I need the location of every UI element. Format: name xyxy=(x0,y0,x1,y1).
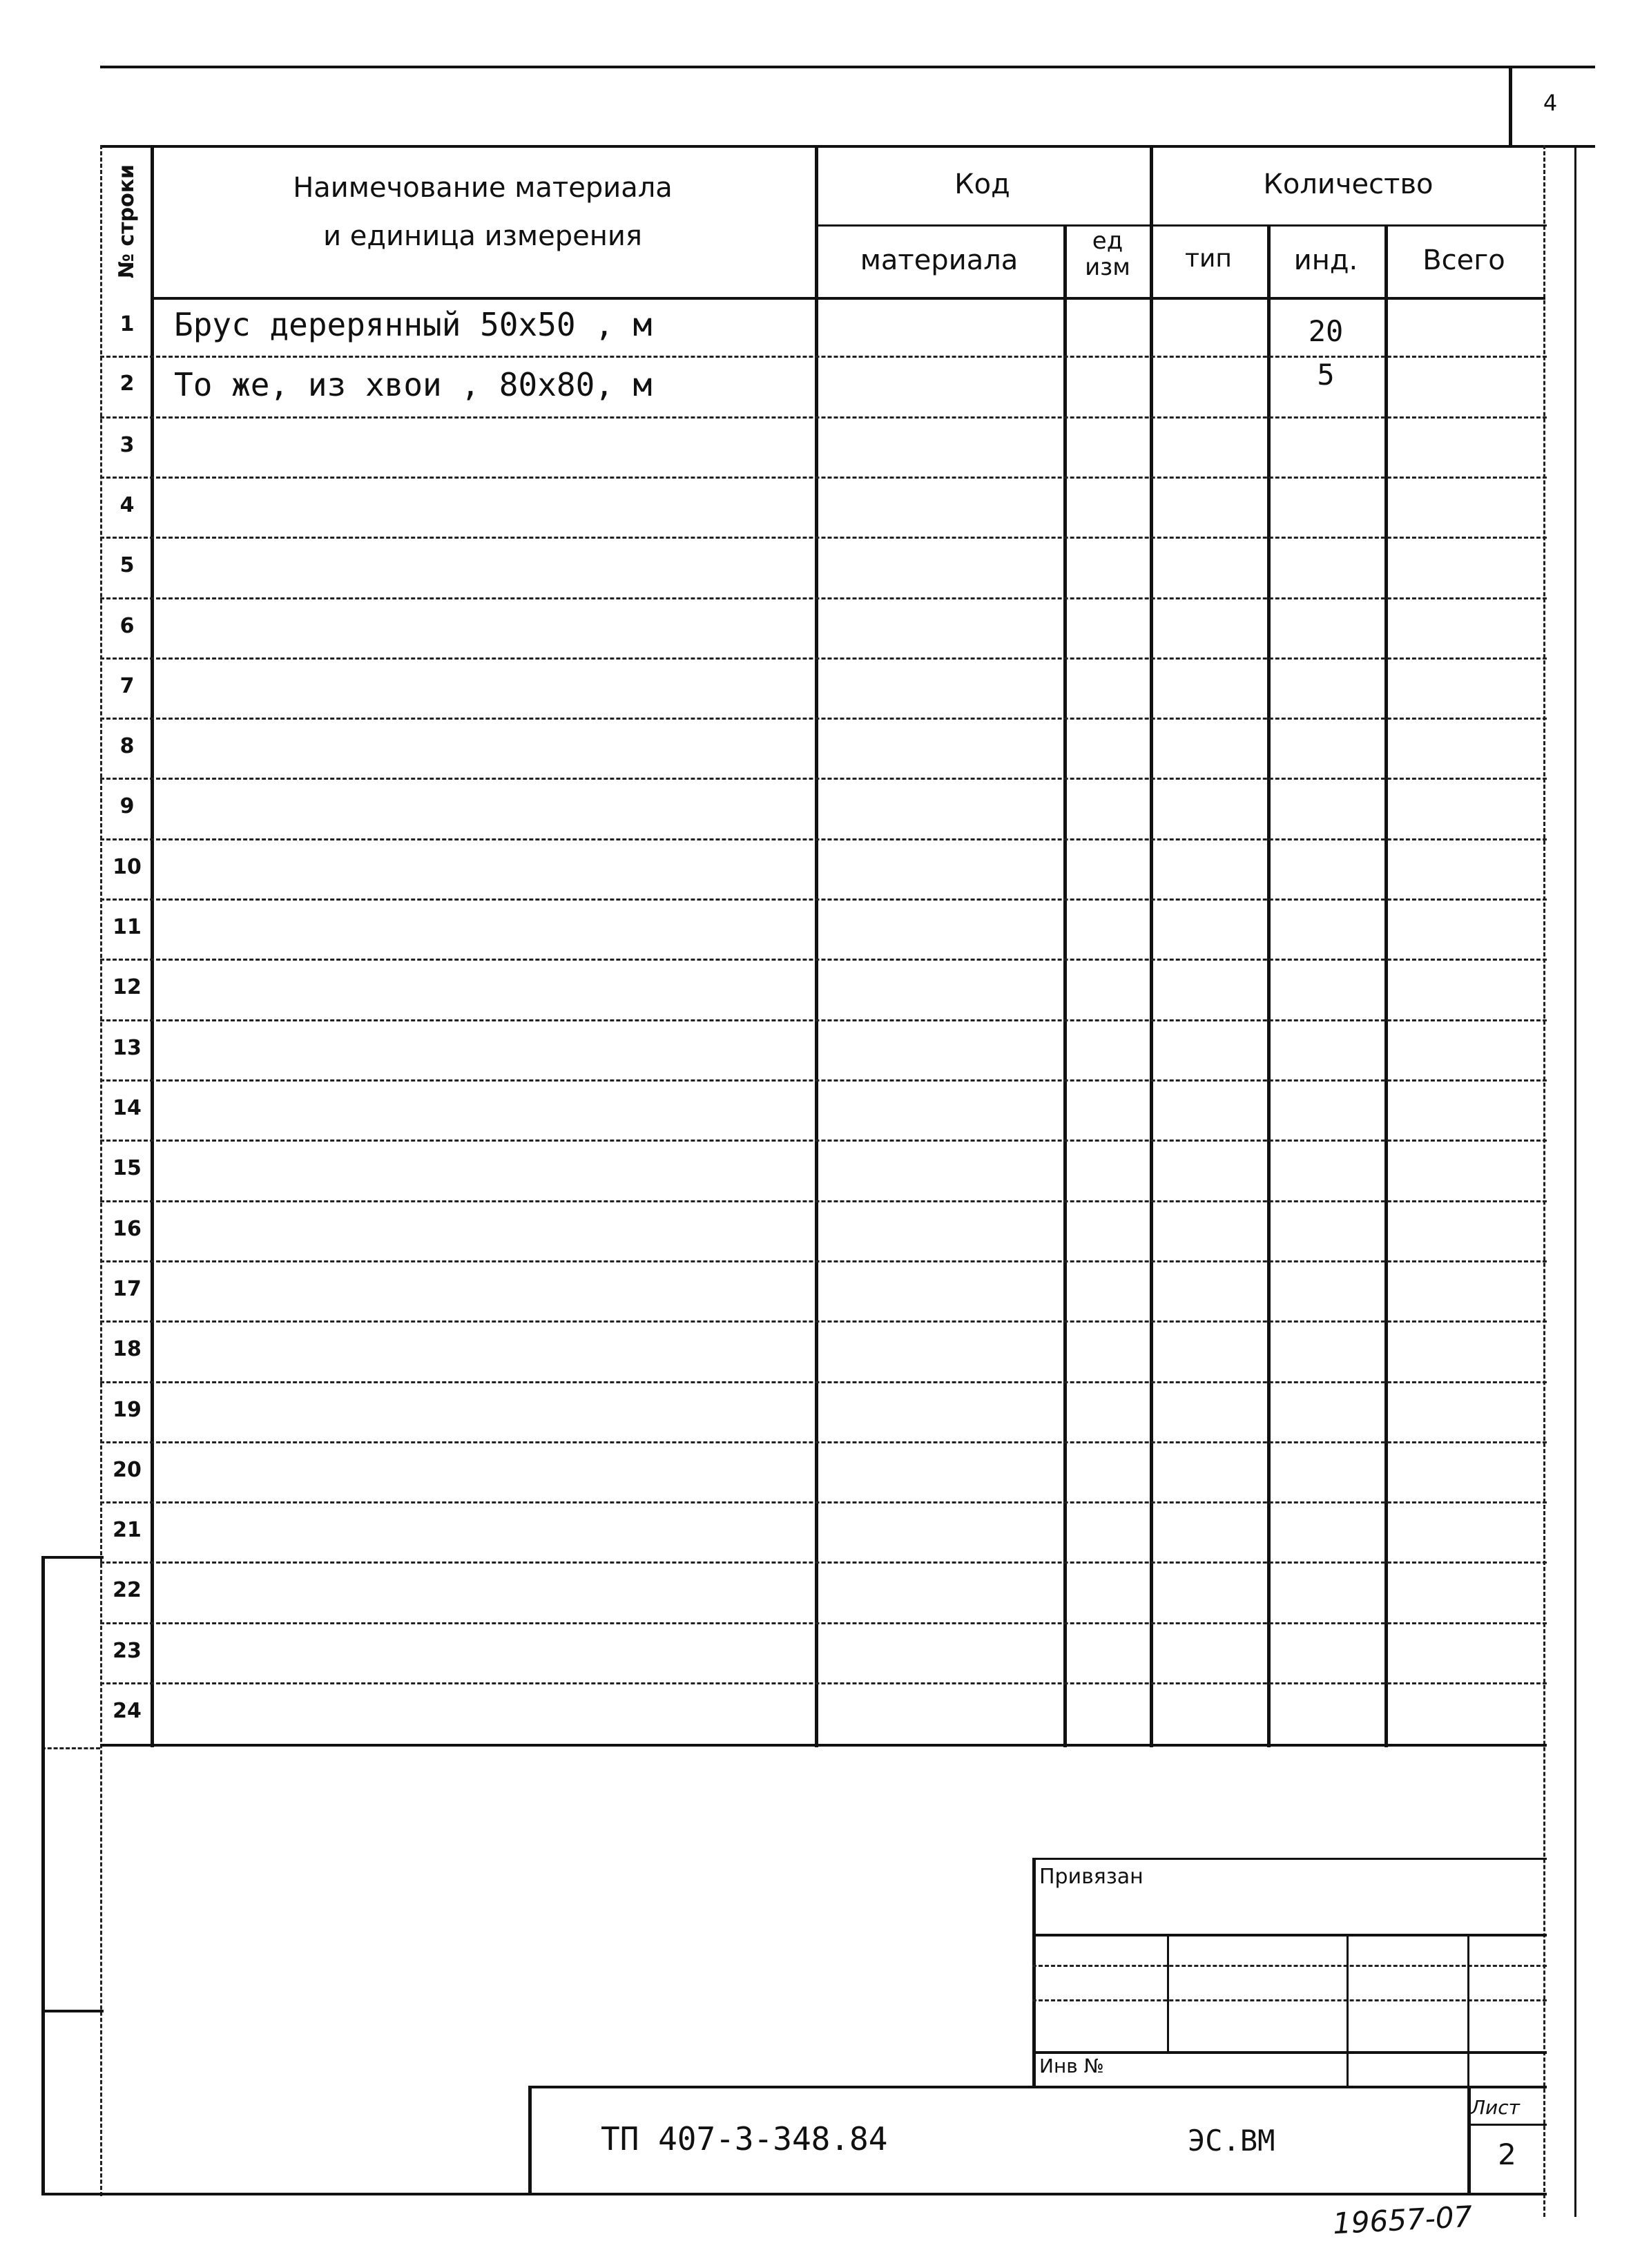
row-divider xyxy=(100,1200,1547,1202)
attached-block-top xyxy=(1032,1858,1547,1860)
col-header-qty: Количество xyxy=(1263,169,1434,200)
row-divider xyxy=(100,1019,1547,1021)
row-divider xyxy=(100,537,1547,539)
row-number: 12 xyxy=(113,975,142,999)
left-frame xyxy=(100,145,102,2196)
row-number: 22 xyxy=(113,1578,142,1602)
row-divider xyxy=(100,657,1547,660)
row-divider xyxy=(100,1561,1547,1564)
col-header-name-line2: и единица измерения xyxy=(323,220,642,252)
table-top-border xyxy=(100,145,1595,148)
row-divider xyxy=(100,1260,1547,1262)
row-number: 7 xyxy=(119,674,135,698)
row-qty-ind: 5 xyxy=(1317,358,1335,392)
col-header-name-line1: Наимечование материала xyxy=(293,172,673,204)
right-frame xyxy=(1543,145,1545,2217)
row-number: 2 xyxy=(119,372,135,396)
row-divider xyxy=(100,838,1547,840)
header-sub-line xyxy=(815,224,1547,227)
row-number: 24 xyxy=(113,1699,142,1723)
attached-block-sep xyxy=(1347,1934,1349,2086)
row-number: 11 xyxy=(113,915,142,939)
sheet-label: Лист xyxy=(1471,2096,1520,2119)
row-divider xyxy=(100,1682,1547,1684)
row-number: 16 xyxy=(113,1217,142,1241)
row-divider xyxy=(100,416,1547,419)
row-divider xyxy=(100,718,1547,720)
row-divider xyxy=(100,898,1547,901)
corner-box-border xyxy=(1509,68,1512,145)
col-sep-code xyxy=(1150,145,1153,1747)
attached-block-sep xyxy=(1167,1934,1169,2051)
row-number: 20 xyxy=(113,1458,142,1482)
left-margin-line xyxy=(41,1747,100,1749)
row-divider xyxy=(100,1320,1547,1323)
top-border xyxy=(100,66,1595,68)
row-number: 23 xyxy=(113,1639,142,1663)
row-number: 1 xyxy=(119,312,135,336)
col-sep-rownum xyxy=(151,145,154,1747)
bottom-border xyxy=(41,2193,1547,2195)
col-header-code-unit: ед изм xyxy=(1085,227,1130,281)
col-sep-type xyxy=(1267,224,1271,1747)
sheet-corner-number: 4 xyxy=(1543,90,1558,116)
col-header-qty-type: тип xyxy=(1185,244,1232,273)
row-number: 8 xyxy=(119,734,135,758)
row-number: 3 xyxy=(119,433,135,457)
inv-label: Инв № xyxy=(1039,2055,1104,2077)
binding-strip-mid xyxy=(41,2010,104,2012)
attached-block-line xyxy=(1032,1999,1547,2001)
row-divider xyxy=(100,1622,1547,1624)
row-divider xyxy=(100,959,1547,961)
attached-block-line xyxy=(1032,2051,1547,2054)
row-number: 17 xyxy=(113,1277,142,1301)
row-number: 5 xyxy=(119,553,135,577)
footer-number: 19657-07 xyxy=(1331,2199,1474,2241)
col-header-rownum: № строки xyxy=(115,164,139,278)
row-number: 13 xyxy=(113,1036,142,1060)
row-number: 4 xyxy=(119,493,135,517)
row-number: 6 xyxy=(119,614,135,638)
attached-block-line xyxy=(1032,1965,1547,1967)
row-number: 19 xyxy=(113,1398,142,1422)
row-number: 10 xyxy=(113,855,142,879)
row-divider xyxy=(100,1079,1547,1082)
row-divider xyxy=(100,1441,1547,1443)
binding-strip-top xyxy=(41,1556,104,1559)
row-divider xyxy=(100,477,1547,479)
row-divider xyxy=(100,1501,1547,1503)
row-divider xyxy=(100,778,1547,780)
row-name: Брус дерерянный 50х50 , м xyxy=(174,306,653,343)
right-margin-line xyxy=(1574,145,1576,2217)
table-bottom-border xyxy=(100,1744,1547,1747)
col-sep-name xyxy=(815,145,818,1747)
col-sep-ind xyxy=(1384,224,1388,1747)
title-block-left xyxy=(528,2086,532,2195)
header-bottom-border xyxy=(151,297,1545,300)
row-number: 21 xyxy=(113,1518,142,1542)
col-sep-code-unit xyxy=(1063,224,1067,1747)
col-header-qty-ind: инд. xyxy=(1293,244,1358,276)
sheet-box-line xyxy=(1467,2124,1547,2126)
attached-block-line xyxy=(1032,1934,1547,1937)
doc-mark: ЭС.ВМ xyxy=(1188,2124,1275,2158)
attached-label: Привязан xyxy=(1039,1865,1143,1889)
sheet-number: 2 xyxy=(1498,2137,1516,2171)
doc-code: ТП 407-3-348.84 xyxy=(601,2120,888,2158)
row-name: То же, из хвои , 80х80, м xyxy=(174,366,653,403)
row-divider xyxy=(100,1140,1547,1142)
col-header-code-material: материала xyxy=(860,244,1019,276)
col-header-qty-total: Всего xyxy=(1422,244,1505,276)
row-number: 15 xyxy=(113,1156,142,1180)
row-qty-ind: 20 xyxy=(1308,314,1344,348)
row-divider xyxy=(100,1381,1547,1383)
row-number: 9 xyxy=(119,794,135,818)
row-divider xyxy=(100,597,1547,599)
row-number: 14 xyxy=(113,1096,142,1120)
title-block-top xyxy=(528,2086,1547,2088)
row-number: 18 xyxy=(113,1337,142,1361)
col-header-code: Код xyxy=(954,169,1010,200)
binding-strip-left xyxy=(41,1556,45,2195)
attached-block-sep xyxy=(1467,1934,1469,2086)
